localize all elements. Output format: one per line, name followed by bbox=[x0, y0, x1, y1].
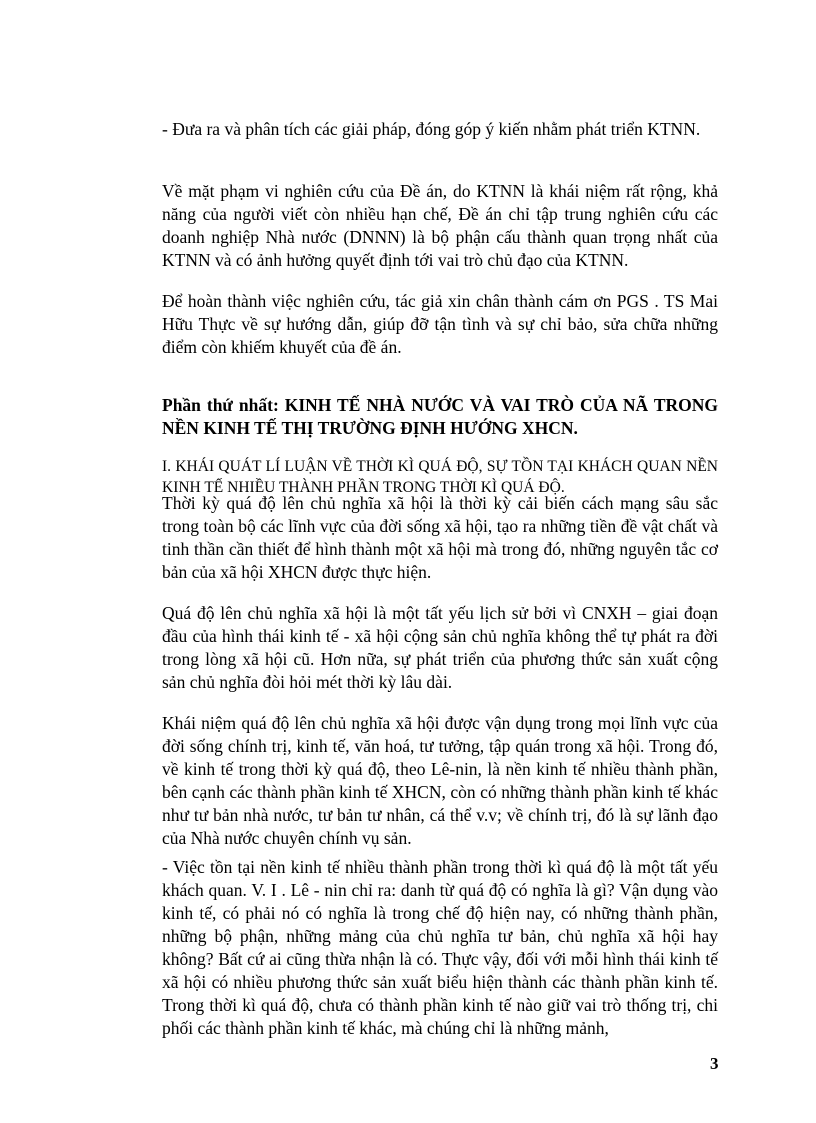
part-heading: Phần thứ nhất: KINH TẾ NHÀ NƯỚC VÀ VAI TRÒ CỦA NÃ TRONG NỀN KINH TẾ THỊ TRƯỜNG ĐỊNH HƯỚNG XHCN. bbox=[162, 394, 718, 438]
paragraph-multi-sector-economy: - Việc tồn tại nền kinh tế nhiều thành phần trong thời kì quá độ là một tất yếu khách quan. V. I . Lê - nin chỉ ra: danh từ quá độ có nghĩa là gì? Vận dụng vào kinh tế, có phải nó có nghĩa là trong chế độ hiện nay, có những thành phần, những bộ phận, những mảng của chủ nghĩa tư bản, chủ nghĩa xã hội hay không? Bất cứ ai cũng thừa nhận là có. Thực vậy, đối với mỗi hình thái kinh tế xã hội có nhiều phương thức sản xuất biểu hiện thành các thành phần kinh tế. Trong thời kì quá độ, chưa có thành phần kinh tế nào giữ vai trò thống trị, chi phối các thành phần kinh tế khác, mà chúng chỉ là những mảnh, bbox=[162, 857, 718, 1038]
page-number: 3 bbox=[710, 1054, 719, 1073]
paragraph-acknowledgement: Để hoàn thành việc nghiên cứu, tác giả xin chân thành cám ơn PGS . TS Mai Hữu Thực về sự hướng dẫn, giúp đỡ tận tình và sự chỉ bảo, sửa chữa những điểm còn khiếm khuyết của đề án. bbox=[162, 291, 718, 357]
section-heading: I. KHÁI QUÁT LÍ LUẬN VỀ THỜI KÌ QUÁ ĐỘ, SỰ TỒN TẠI KHÁCH QUAN NỀN KINH TẾ NHIỀU THÀNH PHẦN TRONG THỜI KÌ QUÁ ĐỘ. bbox=[162, 457, 718, 496]
paragraph-transition-period: Thời kỳ quá độ lên chủ nghĩa xã hội là thời kỳ cải biến cách mạng sâu sắc trong toàn bộ các lĩnh vực của đời sống xã hội, tạo ra những tiền đề vật chất và tinh thần cần thiết để hình thành một xã hội mà trong đó, những nguyên tắc cơ bản của xã hội XHCN được thực hiện. bbox=[162, 493, 718, 582]
paragraph-solutions: - Đưa ra và phân tích các giải pháp, đóng góp ý kiến nhằm phát triển KTNN. bbox=[162, 119, 701, 139]
paragraph-transition-concept: Khái niệm quá độ lên chủ nghĩa xã hội được vận dụng trong mọi lĩnh vực của đời sống chính trị, kinh tế, văn hoá, tư tưởng, tập quán trong xã hội. Trong đó, về kinh tế trong thời kỳ quá độ, theo Lê-nin, là nền kinh tế nhiều thành phần, bên cạnh các thành phần kinh tế XHCN, còn có những thành phần kinh tế khác như tư bản nhà nước, tư bản tư nhân, cá thể v.v; về chính trị, đó là sự lãnh đạo của Nhà nước chuyên chính vụ sản. bbox=[162, 713, 718, 848]
paragraph-scope: Về mặt phạm vi nghiên cứu của Đề án, do KTNN là khái niệm rất rộng, khả năng của người viết còn nhiều hạn chế, Đề án chỉ tập trung nghiên cứu các doanh nghiệp Nhà nước (DNNN) là bộ phận cấu thành quan trọng nhất của KTNN và có ảnh hưởng quyết định tới vai trò chủ đạo của KTNN. bbox=[162, 181, 718, 270]
paragraph-historical-necessity: Quá độ lên chủ nghĩa xã hội là một tất yếu lịch sử bởi vì CNXH – giai đoạn đầu của hình thái kinh tế - xã hội cộng sản chủ nghĩa không thể tự phát ra đời trong lòng xã hội cũ. Hơn nữa, sự phát triển của phương thức sản xuất cộng sản chủ nghĩa đòi hỏi mét thời kỳ lâu dài. bbox=[162, 603, 718, 692]
